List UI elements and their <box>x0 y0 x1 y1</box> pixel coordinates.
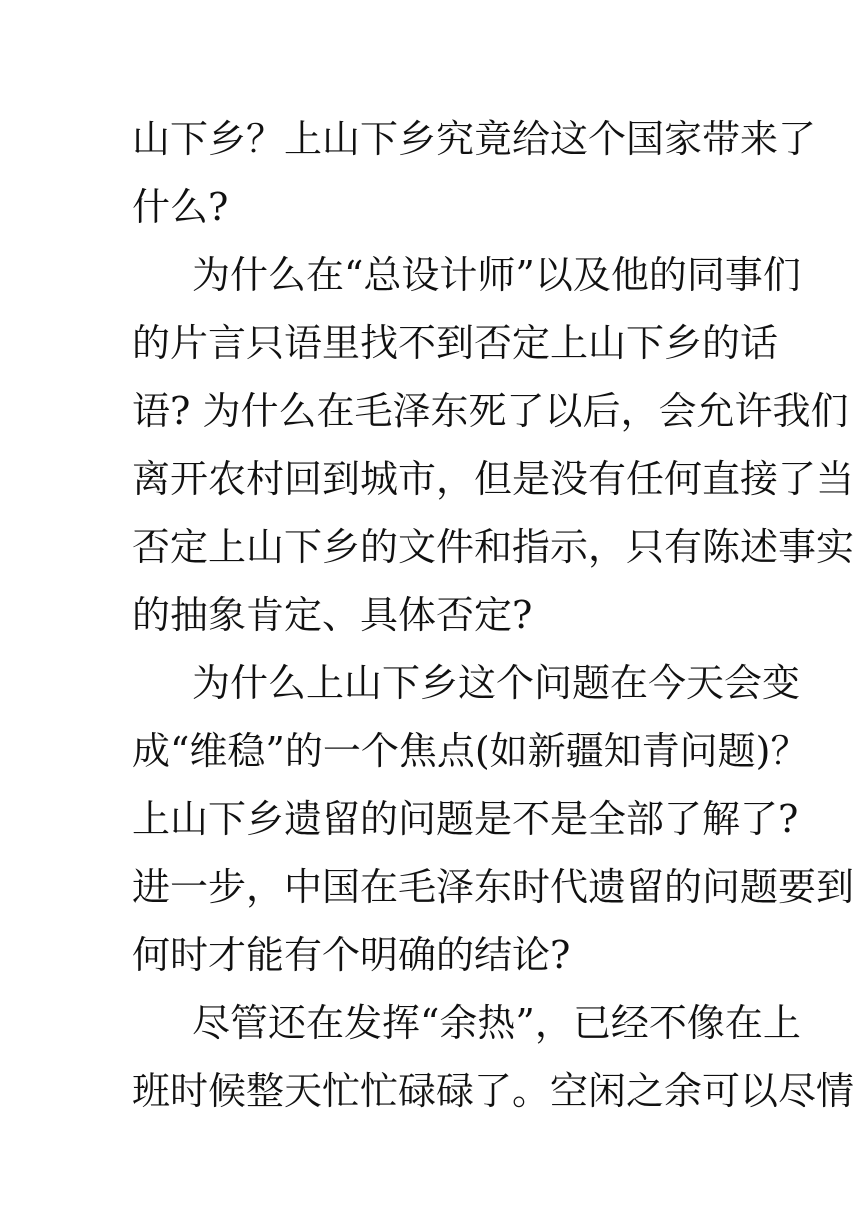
text-line: 山下乡？上山下乡究竟给这个国家带来了 <box>132 117 817 161</box>
text-line: 离开农村回到城市，但是没有任何直接了当 <box>132 457 855 501</box>
paragraph-2 <box>132 241 855 649</box>
paragraph-1 <box>132 105 817 241</box>
text-line: 班时候整天忙忙碌碌了。空闲之余可以尽情 <box>132 1069 855 1113</box>
text-line: 为什么上山下乡这个问题在今天会变 <box>192 661 801 705</box>
text-line: 语? 为什么在毛泽东死了以后，会允许我们 <box>132 389 849 433</box>
text-line: 成“维稳”的一个焦点(如新疆知青问题)？ <box>132 729 809 773</box>
text-line: 什么? <box>132 185 229 229</box>
text-line: 为什么在“总设计师”以及他的同事们 <box>192 253 801 297</box>
text-line: 进一步，中国在毛泽东时代遗留的问题要到 <box>132 865 855 909</box>
text-line: 的抽象肯定、具体否定? <box>132 593 533 637</box>
text-line: 的片言只语里找不到否定上山下乡的话 <box>132 321 779 365</box>
paragraph-4 <box>132 989 855 1125</box>
text-line: 何时才能有个明确的结论? <box>132 933 571 977</box>
text-line: 否定上山下乡的文件和指示，只有陈述事实 <box>132 525 855 569</box>
text-line: 上山下乡遗留的问题是不是全部了解了? <box>132 797 799 841</box>
text-line: 尽管还在发挥“余热”，已经不像在上 <box>192 1001 801 1045</box>
body-text <box>132 105 855 1125</box>
paragraph-3 <box>132 649 855 989</box>
